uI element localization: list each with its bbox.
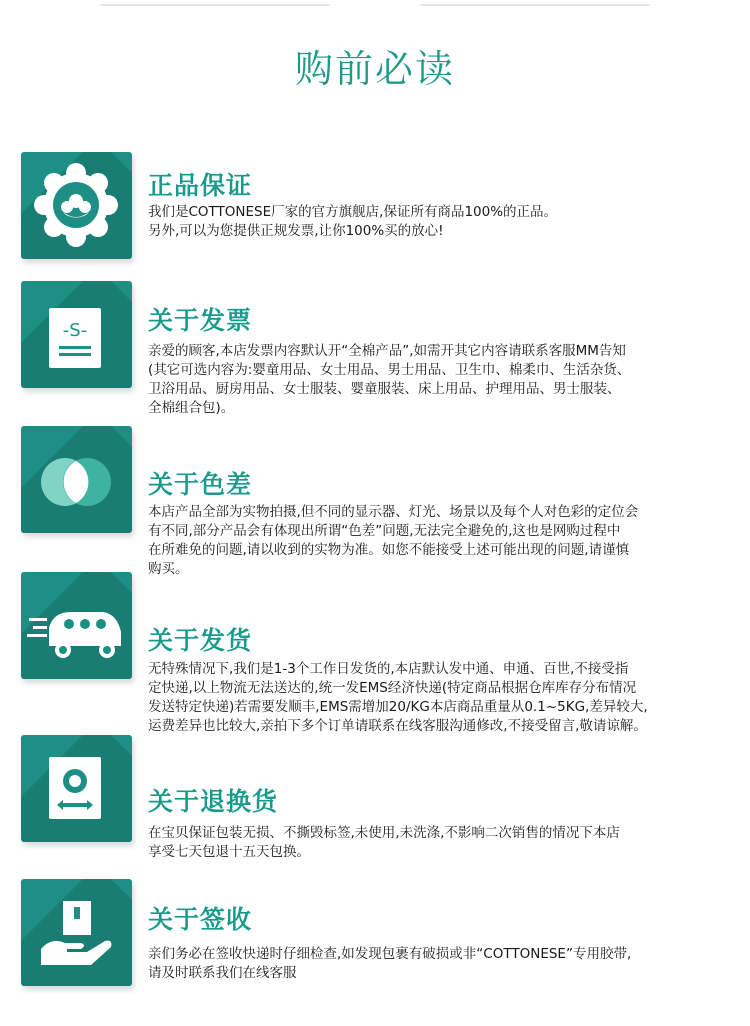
body-line: 有不同,部分产品会有体现出所谓“色差”问题,无法完全避免的,这也是网购过程中 xyxy=(148,523,621,539)
body-line: 运费差异也比较大,亲拍下多个订单请联系在线客服沟通修改,不接受留言,敬请谅解。 xyxy=(148,718,647,734)
body-line: 在所难免的问题,请以收到的实物为准。如您不能接受上述可能出现的问题,请谨慎 xyxy=(148,542,630,558)
section-body xyxy=(148,203,744,241)
section-title: 关于退换货 xyxy=(148,787,279,816)
body-line: 亲们务必在签收快递时仔细检查,如发现包裹有破损或非“COTTONESE”专用胶带, xyxy=(148,946,632,962)
body-line: 我们是COTTONESE厂家的官方旗舰店,保证所有商品100%的正品。 xyxy=(148,204,558,220)
body-line: 定快递,以上物流无法送达的,统一发EMS经济快递(特定商品根据仓库库存分布情况 xyxy=(148,680,637,696)
section-title: 关于发票 xyxy=(148,306,253,335)
hand-package-icon xyxy=(21,879,132,986)
body-line: 本店产品全部为实物拍摄,但不同的显示器、灯光、场景以及每个人对色彩的定位会 xyxy=(148,504,639,520)
return-exchange-icon xyxy=(21,735,132,842)
body-line: 无特殊情况下,我们是1-3个工作日发货的,本店默认发中通、申通、百世,不接受指 xyxy=(148,661,629,677)
top-divider-right xyxy=(420,4,650,6)
section-body xyxy=(148,503,744,579)
section-body xyxy=(148,342,744,418)
section-body xyxy=(148,660,744,736)
color-circles-icon xyxy=(21,426,132,533)
page-title: 购前必读 xyxy=(294,47,455,91)
body-line: 请及时联系我们在线客服 xyxy=(148,965,297,981)
body-line: 发送特定快递)若需要发顺丰,EMS需增加20/KG本店商品重量从0.1~5KG,差异较大, xyxy=(148,699,648,715)
section-body xyxy=(148,824,744,862)
invoice-icon-label: -S- xyxy=(62,320,88,341)
body-line: (其它可选内容为:婴童用品、女士用品、男士用品、卫生巾、棉柔巾、生活杂货、 xyxy=(148,362,631,378)
cotton-flower-icon xyxy=(21,152,132,259)
section-title: 正品保证 xyxy=(148,171,253,200)
body-line: 卫浴用品、厨房用品、女士服装、婴童服装、床上用品、护理用品、男士服装、 xyxy=(148,381,621,397)
body-line: 亲爱的顾客,本店发票内容默认开“全棉产品”,如需开其它内容请联系客服MM告知 xyxy=(148,343,626,359)
body-line: 购买。 xyxy=(148,561,189,577)
delivery-van-icon xyxy=(21,572,132,679)
invoice-icon xyxy=(21,281,132,388)
section-title: 关于发货 xyxy=(148,626,253,655)
body-line: 另外,可以为您提供正规发票,让你100%买的放心! xyxy=(148,223,444,239)
section-title: 关于色差 xyxy=(148,470,253,499)
body-line: 在宝贝保证包装无损、不撕毁标签,未使用,未洗涤,不影响二次销售的情况下本店 xyxy=(148,825,620,841)
body-line: 享受七天包退十五天包换。 xyxy=(148,844,310,860)
section-title: 关于签收 xyxy=(148,905,253,934)
body-line: 全棉组合包)。 xyxy=(148,400,235,416)
top-divider-left xyxy=(100,4,330,6)
section-body xyxy=(148,945,744,983)
